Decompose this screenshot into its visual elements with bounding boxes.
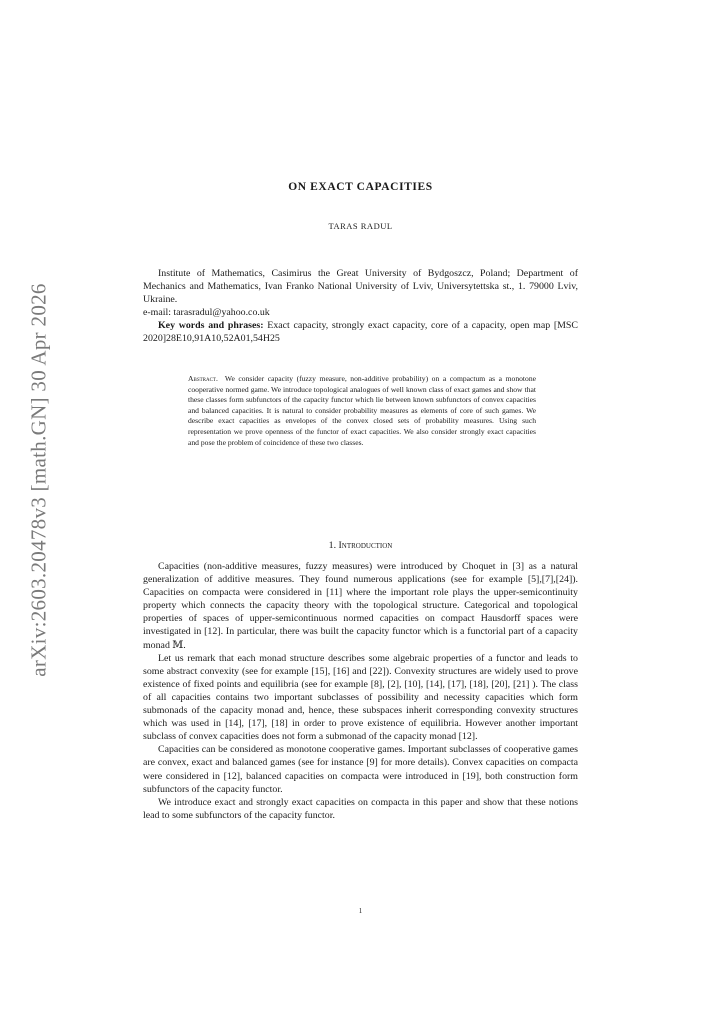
- section-title: Introduction: [338, 540, 393, 551]
- paper-title: ON EXACT CAPACITIES: [288, 181, 433, 193]
- author-name: TARAS RADUL: [328, 221, 393, 231]
- page-number: 1: [358, 907, 363, 915]
- keywords: [143, 319, 578, 345]
- section-number: 1.: [328, 540, 337, 551]
- affiliation-text: Institute of Mathematics, Casimirus the Great University of Bydgoszcz, Poland; Department of Mechanics and Mathematics, Ivan Franko National University of Lviv, Universytettska st., 1. 79000 Lviv, Ukraine.: [143, 268, 578, 306]
- paragraph: Let us remark that each monad structure describes some algebraic properties of a functor and leads to some abstract convexity (see for example [15], [16] and [22]). Convexity structures are widely used to prove existence of fixed points and equilibria (see for example [8], [2], [10], [14], [17], [18], [20], [21] ). The class of all capacities contains two important subclasses of possibility and necessity capacities which form submonads of the capacity monad and, hence, these subspaces inherit corresponding convexity structures which was used in [14], [17], [18] in order to prove existence of equilibria. However another important subclass of convex capacities does not form a submonad of the capacity monad [12].: [143, 652, 578, 743]
- abstract-label: Abstract.: [188, 374, 218, 383]
- paragraph: We introduce exact and strongly exact capacities on compacta in this paper and show that these notions lead to some subfunctors of the capacity functor.: [143, 796, 578, 821]
- author-email: e-mail: tarasradul@yahoo.co.uk: [143, 307, 270, 319]
- paragraph: Capacities (non-additive measures, fuzzy measures) were introduced by Choquet in [3] as a natural generalization of additive measures. They found numerous applications (see for example [5],[7],[24]). Capacities on compacta were considered in [11] where the important role plays the upper-semicontinuity property which connects the capacity theory with the topological structure. Categorical and topological properties of spaces of upper-semicontinuous normed capacities on compact Hausdorff spaces were investigated in [12]. In particular, there was built the capacity functor which is a functorial part of a capacity monad 𝕄.: [143, 561, 578, 651]
- keywords-label: Key words and phrases:: [158, 320, 264, 332]
- arxiv-sidebar: [19, 280, 59, 680]
- keywords-text: Exact capacity, strongly exact capacity, core of a capacity, open map [MSC 2020]28E10,91A10,52A01,54H25: [143, 320, 579, 345]
- abstract: [188, 374, 536, 448]
- arxiv-identifier: arXiv:2603.20478v3 [math.GN] 30 Apr 2026: [26, 283, 51, 677]
- section-heading: [0, 540, 721, 551]
- abstract-text: We consider capacity (fuzzy measure, non-additive probability) on a compactum as a monotone cooperative normed game. We introduce topological analogues of well known class of exact games and show that these classes form subfunctors of the capacity functor which lie between known subfunctors of convex capacities and balanced capacities. It is natural to consider probability measures as elements of core of such games. We describe exact capacities as envelopes of the convex closed sets of probability measures. Using such representation we prove openness of the functor of exact capacities. We also consider strongly exact capacities and pose the problem of coincidence of these two classes.: [188, 374, 536, 447]
- affiliation-block: [143, 267, 578, 346]
- introduction-body: [143, 560, 578, 822]
- paragraph: Capacities can be considered as monotone cooperative games. Important subclasses of cooperative games are convex, exact and balanced games (see for instance [9] for more details). Convex capacities on compacta were considered in [12], balanced capacities on compacta were introduced in [19], both construction form subfunctors of the capacity functor.: [143, 744, 578, 795]
